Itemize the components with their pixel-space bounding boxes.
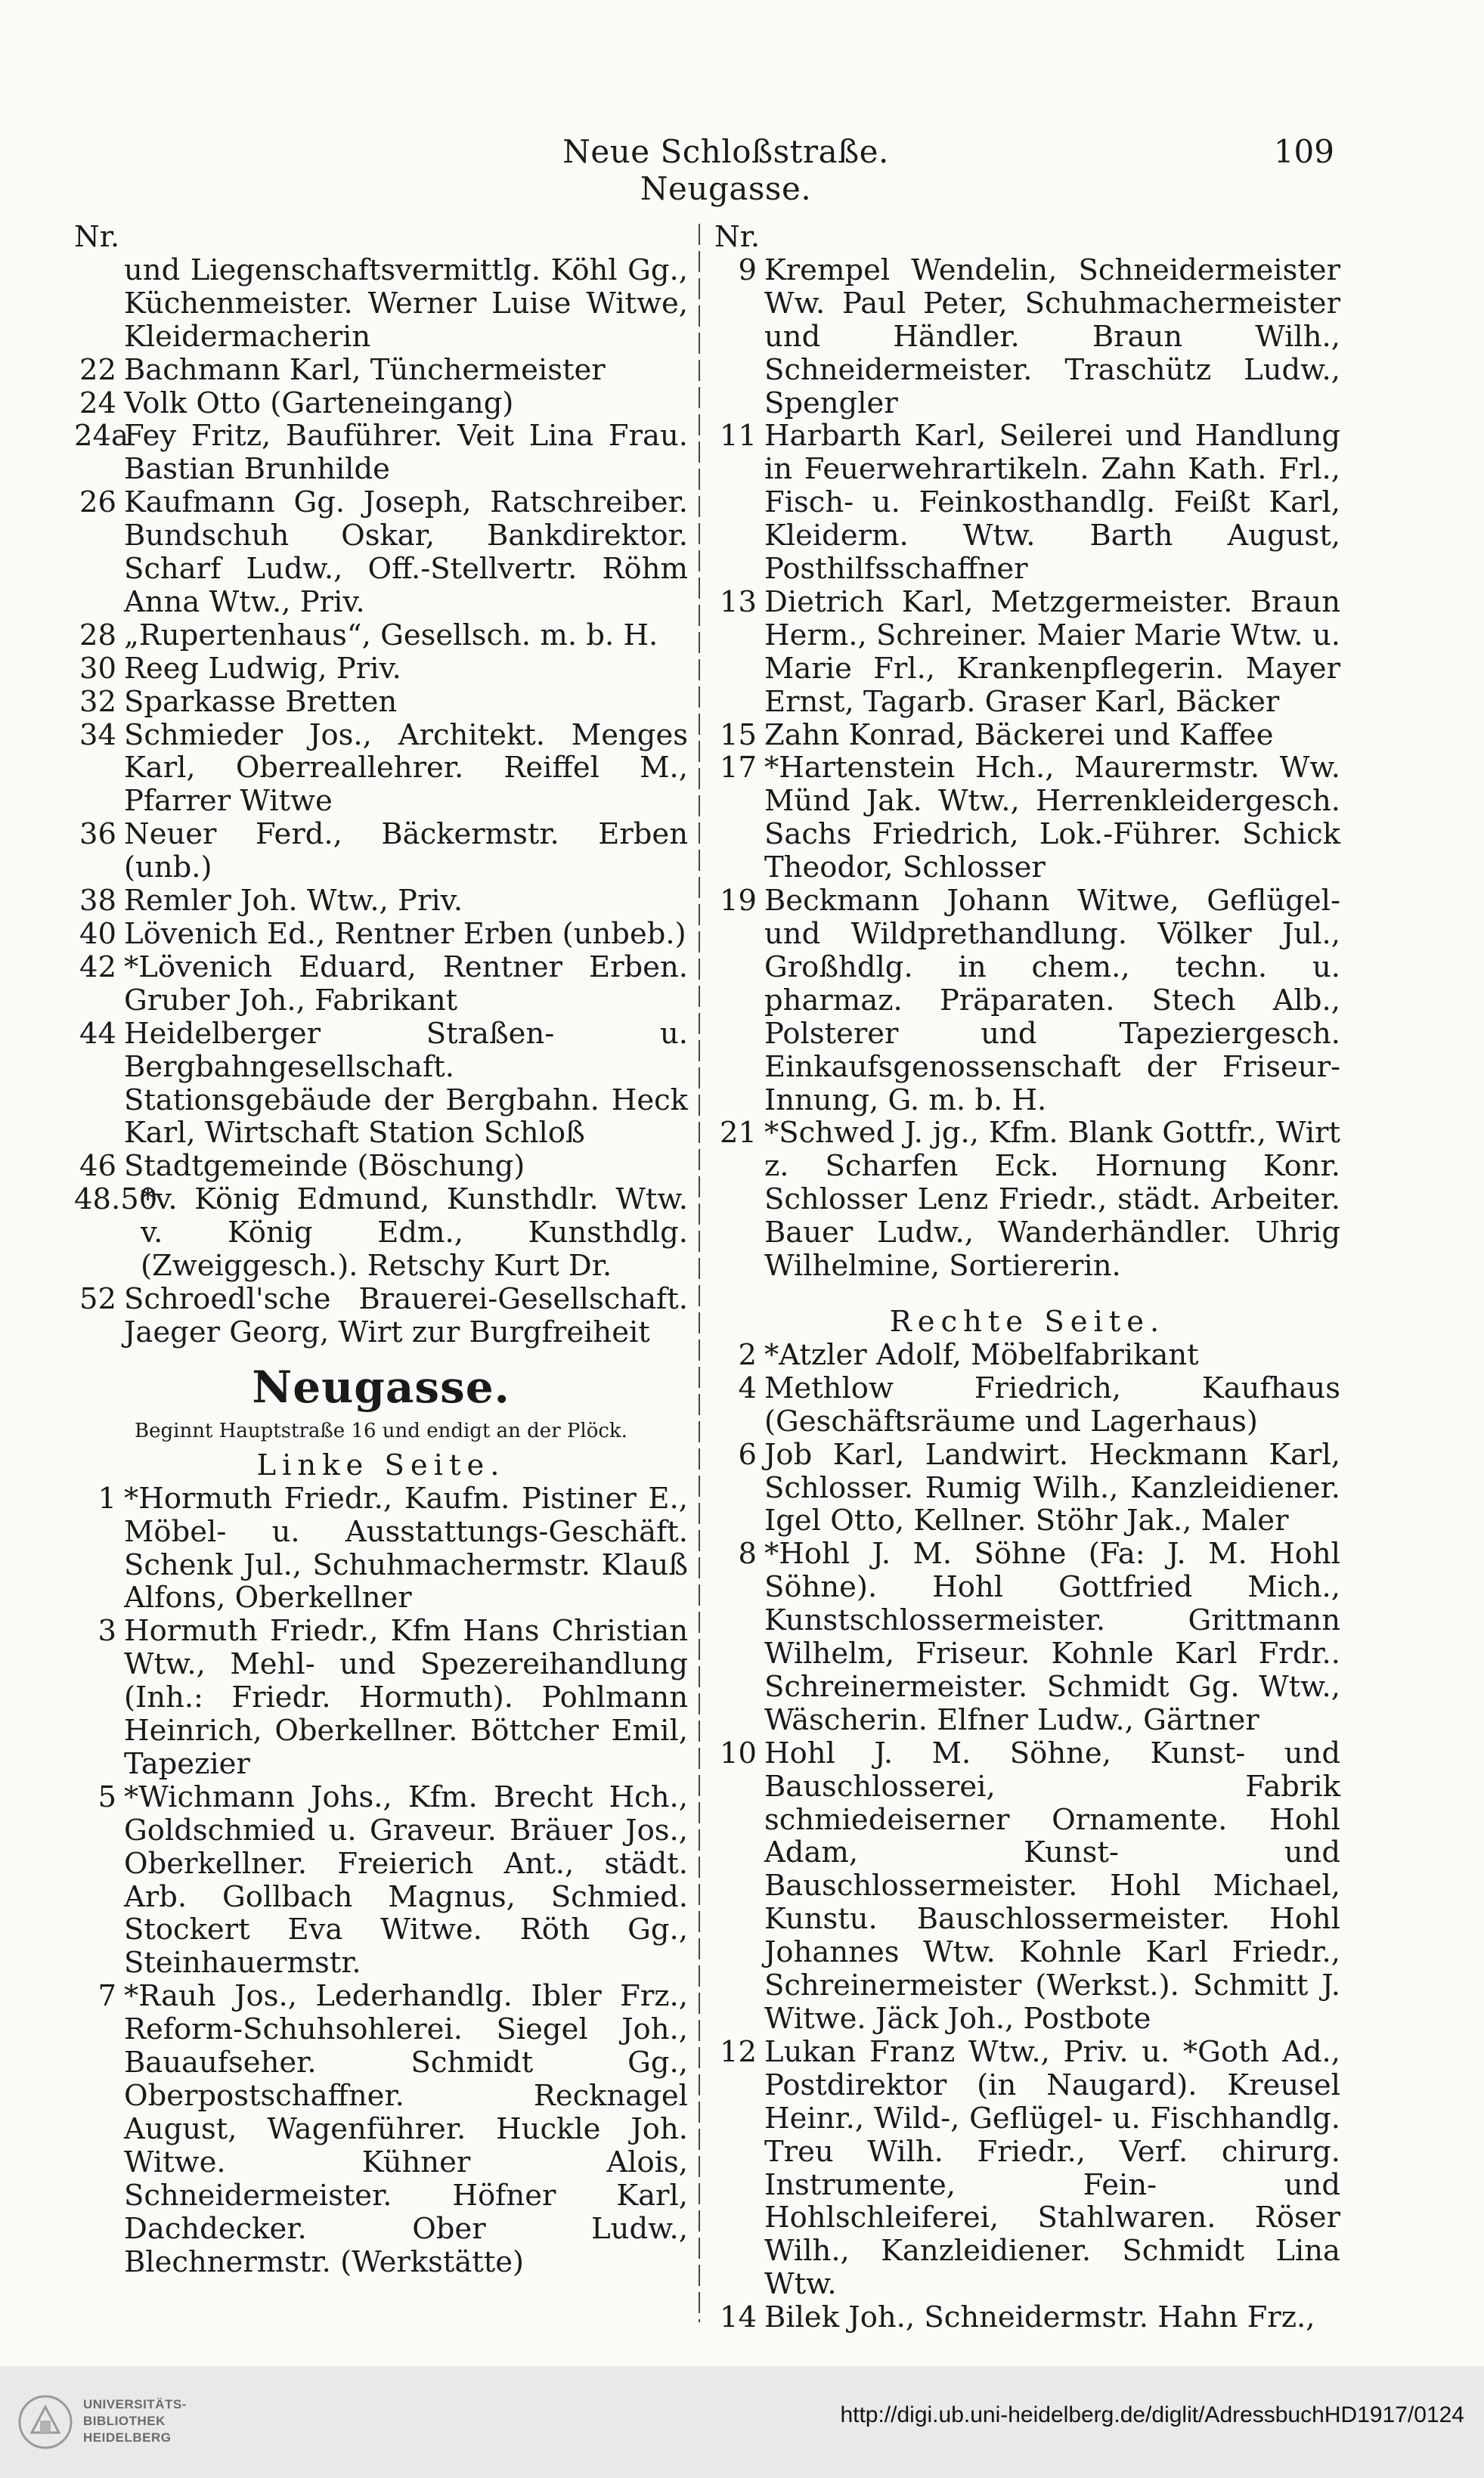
resident-listing: Bachmann Karl, Tünchermeister bbox=[124, 352, 606, 387]
house-number: 38 bbox=[79, 884, 116, 918]
address-entry bbox=[714, 1339, 1340, 1372]
house-number: 6 bbox=[738, 1437, 757, 1472]
resident-listing: *Rauh Jos., Lederhandlg. Ibler Frz., Reform-Schuhsohlerei. Siegel Joh., Bauaufseher. Schmidt Gg., Oberpostschaffner. Recknagel August, Wagenführer. Huckle Joh. Witwe. Kühner Alois, Schneidermeister. Höfner Karl, Dachdecker. Ober Ludw., Blechnermstr. (Werkstätte) bbox=[124, 1979, 688, 2279]
resident-listing: „Rupertenhaus“, Gesellsch. m. b. H. bbox=[124, 618, 658, 652]
university-library-logo-icon bbox=[17, 2393, 74, 2451]
address-entry bbox=[74, 652, 688, 686]
resident-listing: *Wichmann Johs., Kfm. Brecht Hch., Goldschmied u. Graveur. Bräuer Jos., Oberkellner. Freierich Ant., städt. Arb. Gollbach Magnus, Schmied. Stockert Eva Witwe. Röth Gg., Steinhauermstr. bbox=[124, 1780, 688, 1981]
address-entry bbox=[74, 254, 688, 354]
address-entry bbox=[714, 751, 1340, 884]
resident-listing: *Hartenstein Hch., Maurermstr. Ww. Münd Jak. Wtw., Herrenkleidergesch. Sachs Friedrich, Lok.-Führer. Schick Theodor, Schlosser bbox=[764, 751, 1340, 885]
house-number: 8 bbox=[738, 1537, 757, 1572]
address-entry bbox=[714, 2301, 1340, 2334]
library-name-line: UNIVERSITÄTS- bbox=[83, 2397, 187, 2411]
address-entry bbox=[74, 1615, 688, 1781]
house-number: 10 bbox=[720, 1736, 757, 1770]
house-number: 2 bbox=[738, 1337, 757, 1372]
house-number: 13 bbox=[720, 584, 757, 619]
address-entry bbox=[714, 420, 1340, 586]
house-number: 1 bbox=[98, 1481, 116, 1516]
left-side-entries bbox=[74, 1482, 688, 2279]
house-number: 52 bbox=[79, 1281, 116, 1316]
house-number: 32 bbox=[79, 684, 116, 719]
house-number: 30 bbox=[79, 651, 116, 686]
resident-listing: Sparkasse Bretten bbox=[124, 684, 398, 719]
address-entry bbox=[74, 1482, 688, 1615]
house-number: 17 bbox=[720, 751, 757, 785]
house-number: 42 bbox=[79, 949, 116, 984]
resident-listing: Job Karl, Landwirt. Heckmann Karl, Schlosser. Rumig Wilh., Kanzleidiener. Igel Otto, Kellner. Stöhr Jak., Maler bbox=[764, 1437, 1340, 1538]
house-number: 3 bbox=[98, 1614, 116, 1649]
address-entry bbox=[74, 951, 688, 1018]
house-number: 9 bbox=[738, 252, 757, 287]
resident-listing: Hohl J. M. Söhne, Kunst- und Bauschlosserei, Fabrik schmiedeiserner Ornamente. Hohl Adam, Kunst- und Bauschlossermeister. Hohl Michael, Kunstu. Bauschlossermeister. Hohl Johannes Wtw. Kohnle Karl Friedr., Schreinermeister (Werkst.). Schmitt J. Witwe. Jäck Joh., Postbote bbox=[764, 1736, 1340, 2037]
running-head: Neue Schloßstraße. Neugasse. bbox=[562, 133, 889, 207]
section-note: Beginnt Hauptstraße 16 und endigt an der Plöck. bbox=[135, 1419, 627, 1442]
house-number: 24 bbox=[79, 386, 116, 420]
address-entry bbox=[714, 1117, 1340, 1283]
address-entry bbox=[714, 254, 1340, 420]
address-entry bbox=[74, 884, 688, 918]
resident-listing: Zahn Konrad, Bäckerei und Kaffee bbox=[764, 717, 1274, 752]
nr-label: Nr. bbox=[74, 220, 120, 254]
resident-listing: *Schwed J. jg., Kfm. Blank Gottfr., Wirt z. Scharfen Eck. Hornung Konr. Schlosser Lenz Friedr., städt. Arbeiter. Bauer Ludw., Wanderhändler. Uhrig Wilhelmine, Sortiererin. bbox=[764, 1116, 1340, 1284]
address-entry bbox=[714, 884, 1340, 1117]
address-entry bbox=[74, 387, 688, 420]
library-name bbox=[83, 2396, 187, 2446]
house-number: 28 bbox=[79, 618, 116, 652]
address-entry bbox=[74, 420, 688, 486]
address-entry bbox=[74, 486, 688, 619]
resident-listing: Schroedl'sche Brauerei-Gesellschaft. Jaeger Georg, Wirt zur Burgfreiheit bbox=[124, 1281, 688, 1349]
library-name-line: HEIDELBERG bbox=[83, 2430, 172, 2445]
house-number: 12 bbox=[720, 2034, 757, 2069]
footer-bar bbox=[0, 2366, 1484, 2478]
house-number: 5 bbox=[98, 1780, 116, 1814]
left-entries bbox=[74, 254, 688, 1349]
house-number: 36 bbox=[79, 817, 116, 852]
address-entry bbox=[74, 1150, 688, 1183]
house-number: 26 bbox=[79, 485, 116, 520]
address-entry bbox=[714, 1737, 1340, 2036]
nr-label: Nr. bbox=[714, 220, 761, 254]
address-entry bbox=[74, 918, 688, 951]
address-entry bbox=[74, 818, 688, 884]
resident-listing: und Liegenschaftsvermittlg. Köhl Gg., Küchenmeister. Werner Luise Witwe, Kleidermacherin bbox=[124, 252, 688, 354]
resident-listing: Kaufmann Gg. Joseph, Ratschreiber. Bundschuh Oskar, Bankdirektor. Scharf Ludw., Off.-Stellvertr. Röhm Anna Wtw., Priv. bbox=[124, 485, 688, 619]
address-entry bbox=[714, 1538, 1340, 1736]
resident-listing: Reeg Ludwig, Priv. bbox=[124, 651, 401, 686]
address-entry bbox=[74, 619, 688, 652]
address-entry bbox=[714, 719, 1340, 752]
right-entries bbox=[714, 254, 1340, 1283]
resident-listing: Methlow Friedrich, Kaufhaus (Geschäftsräume und Lagerhaus) bbox=[764, 1371, 1340, 1439]
right-column bbox=[714, 221, 1340, 2334]
house-number: 44 bbox=[79, 1016, 116, 1051]
address-entry bbox=[74, 1018, 688, 1151]
resident-listing: *Hormuth Friedr., Kaufm. Pistiner E., Möbel- u. Ausstattungs-Geschäft. Schenk Jul., Schuhmachermstr. Klauß Alfons, Oberkellner bbox=[124, 1481, 688, 1615]
address-entry bbox=[714, 586, 1340, 719]
resident-listing: *v. König Edmund, Kunsthdlr. Wtw. v. König Edm., Kunsthdlg. (Zweiggesch.). Retschy Kurt Dr. bbox=[141, 1182, 688, 1284]
resident-listing: *Hohl J. M. Söhne (Fa: J. M. Hohl Söhne). Hohl Gottfried Mich., Kunstschlossermeister. Grittmann Wilhelm, Friseur. Kohnle Karl Frdr.. Schreinermeister. Schmidt Gg. Wtw., Wäscherin. Elfner Ludw., Gärtner bbox=[764, 1537, 1340, 1737]
resident-listing: Schmieder Jos., Architekt. Menges Karl, Oberreallehrer. Reiffel M., Pfarrer Witwe bbox=[124, 717, 688, 819]
resident-listing: Fey Fritz, Bauführer. Veit Lina Frau. Bastian Brunhilde bbox=[124, 419, 688, 487]
side-title-right: Rechte Seite. bbox=[889, 1304, 1166, 1339]
house-number: 46 bbox=[79, 1149, 116, 1184]
address-entry bbox=[74, 1283, 688, 1349]
column-divider bbox=[699, 224, 700, 2322]
resident-listing: Remler Joh. Wtw., Priv. bbox=[124, 884, 463, 918]
address-entry bbox=[74, 719, 688, 819]
library-name-line: BIBLIOTHEK bbox=[83, 2414, 166, 2428]
address-entry bbox=[74, 1183, 688, 1283]
address-entry bbox=[714, 1372, 1340, 1439]
left-column bbox=[74, 221, 688, 2278]
house-number: 40 bbox=[79, 917, 116, 952]
resident-listing: Stadtgemeinde (Böschung) bbox=[124, 1149, 525, 1184]
resident-listing: Volk Otto (Garteneingang) bbox=[124, 386, 514, 420]
house-number: 11 bbox=[720, 419, 757, 454]
resident-listing: Beckmann Johann Witwe, Geflügel- und Wildprethandlung. Völker Jul., Großhdlg. in chem., techn. u. pharmaz. Präparaten. Stech Alb., Polsterer und Tapeziergesch. Einkaufsgenossenschaft der Friseur-Innung, G. m. b. H. bbox=[764, 884, 1340, 1117]
right-side-entries bbox=[714, 1339, 1340, 2334]
resident-listing: Krempel Wendelin, Schneidermeister Ww. Paul Peter, Schuhmachermeister und Händler. Braun Wilh., Schneidermeister. Traschütz Ludw., Spengler bbox=[764, 252, 1340, 420]
resident-listing: Neuer Ferd., Bäckermstr. Erben (unb.) bbox=[124, 817, 688, 885]
house-number: 15 bbox=[720, 717, 757, 752]
resident-listing: Bilek Joh., Schneidermstr. Hahn Frz., bbox=[764, 2300, 1315, 2335]
address-entry bbox=[74, 1781, 688, 1980]
house-number: 21 bbox=[720, 1116, 757, 1151]
section-title: Neugasse. bbox=[252, 1361, 510, 1413]
resident-listing: Lövenich Ed., Rentner Erben (unbeb.) bbox=[124, 917, 686, 952]
house-number: 4 bbox=[738, 1371, 757, 1405]
resident-listing: *Atzler Adolf, Möbelfabrikant bbox=[764, 1337, 1199, 1372]
house-number: 22 bbox=[79, 352, 116, 387]
house-number: 19 bbox=[720, 884, 757, 918]
address-entry bbox=[74, 686, 688, 719]
resident-listing: *Lövenich Eduard, Rentner Erben. Gruber Joh., Fabrikant bbox=[124, 949, 688, 1018]
resident-listing: Dietrich Karl, Metzgermeister. Braun Herm., Schreiner. Maier Marie Wtw. u. Marie Frl., Krankenpflegerin. Mayer Ernst, Tagarb. Graser Karl, Bäcker bbox=[764, 584, 1340, 719]
resident-listing: Harbarth Karl, Seilerei und Handlung in Feuerwehrartikeln. Zahn Kath. Frl., Fisch- u. Feinkosthandlg. Feißt Karl, Kleiderm. Wtw. Barth August, Posthilfsschaffner bbox=[764, 419, 1340, 587]
resident-listing: Heidelberger Straßen- u. Bergbahngesellschaft. Stationsgebäude der Bergbahn. Heck Karl, Wirtschaft Station Schloß bbox=[124, 1016, 688, 1151]
resident-listing: Lukan Franz Wtw., Priv. u. *Goth Ad., Postdirektor (in Naugard). Kreusel Heinr., Wild-, Geflügel- u. Fischhandlg. Treu Wilh. Friedr., Verf. chirurg. Instrumente, Fein- und Hohlschleiferei, Stahlwaren. Röser Wilh., Kanzleidiener. Schmidt Lina Wtw. bbox=[764, 2034, 1340, 2302]
source-url-link[interactable]: http://digi.ub.uni-heidelberg.de/diglit/AdressbuchHD1917/0124 bbox=[840, 2402, 1464, 2427]
house-number: 7 bbox=[98, 1979, 116, 2014]
house-number: 14 bbox=[720, 2300, 757, 2335]
address-entry bbox=[74, 354, 688, 387]
address-entry bbox=[714, 1439, 1340, 1538]
page-number: 109 bbox=[1273, 133, 1334, 170]
side-title-left: Linke Seite. bbox=[256, 1448, 506, 1482]
house-number: 24a bbox=[74, 419, 129, 454]
resident-listing: Hormuth Friedr., Kfm Hans Christian Wtw., Mehl- und Spezereihandlung (Inh.: Friedr. Hormuth). Pohlmann Heinrich, Oberkellner. Böttcher Emil, Tapezier bbox=[124, 1614, 688, 1781]
house-number: 34 bbox=[79, 717, 116, 752]
house-number: 48.50 bbox=[74, 1182, 158, 1217]
address-entry bbox=[74, 1980, 688, 2278]
address-entry bbox=[714, 2036, 1340, 2301]
